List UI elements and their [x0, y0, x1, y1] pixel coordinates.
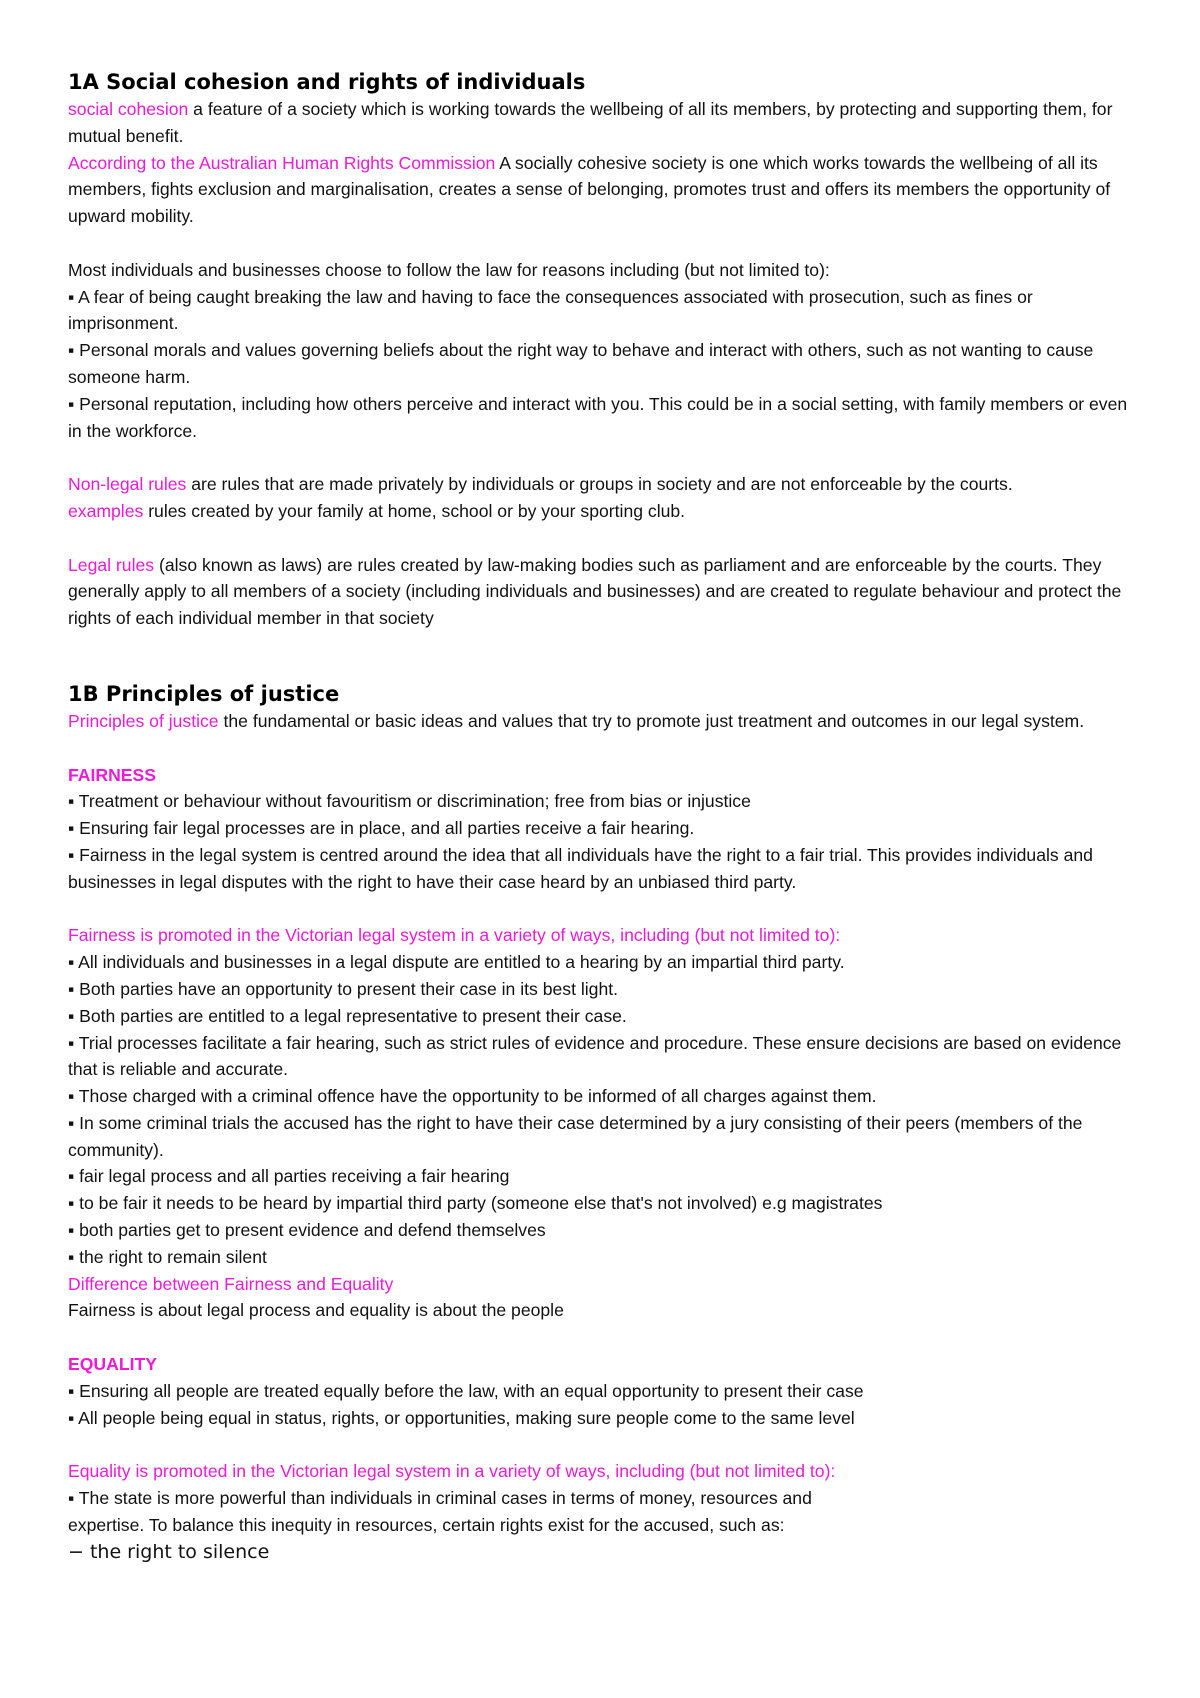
ahrc-definition [68, 150, 1140, 230]
principles-of-justice-definition [68, 708, 1140, 735]
term-social-cohesion: social cohesion [68, 99, 189, 119]
list-item: ▪ Fairness in the legal system is centred around the idea that all individuals have the right to a fair trial. This provides individuals and businesses in legal disputes with the right to have their case heard by an unbiased third party. [68, 844, 1093, 892]
list-item-continuation: expertise. To balance this inequity in resources, certain rights exist for the accused, such as: [68, 1514, 785, 1535]
definition-text: (also known as laws) are rules created by law-making bodies such as parliament and are enforceable by the courts. They generally apply to all members of a society (including individuals and businesses) and are created to regulate behaviour and protect the rights of each individual member in that society [68, 554, 1122, 629]
term-non-legal-rules: Non-legal rules [68, 474, 187, 495]
definition-text: the fundamental or basic ideas and values that try to promote just treatment and outcomes in our legal system. [218, 710, 1085, 731]
term-legal-rules: Legal rules [68, 554, 155, 575]
section-heading-1a: 1A Social cohesion and rights of individuals [68, 70, 586, 94]
list-item: ▪ The state is more powerful than individuals in criminal cases in terms of money, resources and [68, 1488, 812, 1509]
list-item: ▪ Ensuring fair legal processes are in place, and all parties receive a fair hearing. [68, 818, 695, 839]
list-item: ▪ both parties get to present evidence and defend themselves [68, 1220, 546, 1241]
social-cohesion-definition [68, 96, 1140, 150]
non-legal-rules-definition [68, 471, 1140, 498]
definition-text: rules created by your family at home, school or by your sporting club. [143, 500, 686, 521]
term-principles-of-justice: Principles of justice [68, 710, 219, 731]
difference-title: Difference between Fairness and Equality [68, 1273, 394, 1294]
fairness-title: FAIRNESS [68, 764, 156, 785]
list-item: ▪ Both parties are entitled to a legal representative to present their case. [68, 1005, 627, 1026]
list-item: ▪ In some criminal trials the accused has the right to have their case determined by a jury consisting of their peers (members of the community). [68, 1112, 1083, 1160]
list-item: ▪ the right to remain silent [68, 1246, 267, 1267]
legal-rules-definition [68, 552, 1140, 632]
list-item: ▪ Those charged with a criminal offence have the opportunity to be informed of all charges against them. [68, 1086, 877, 1107]
examples-line [68, 498, 1140, 525]
list-item: ▪ Personal reputation, including how others perceive and interact with you. This could be in a social setting, with family members or even in the workforce. [68, 393, 1128, 441]
section-heading-1b: 1B Principles of justice [68, 681, 340, 706]
fairness-promoted-heading: Fairness is promoted in the Victorian legal system in a variety of ways, including (but not limited to): [68, 925, 841, 946]
list-item: ▪ to be fair it needs to be heard by impartial third party (someone else that's not involved) e.g magistrates [68, 1193, 883, 1214]
list-item: ▪ Ensuring all people are treated equally before the law, with an equal opportunity to present their case [68, 1380, 864, 1401]
list-item: ▪ Treatment or behaviour without favouritism or discrimination; free from bias or injustice [68, 791, 751, 812]
list-item: ▪ Personal morals and values governing beliefs about the right way to behave and interact with others, such as not wanting to cause someone harm. [68, 340, 1094, 387]
list-item: ▪ Both parties have an opportunity to present their case in its best light. [68, 978, 619, 999]
dash-list-item: − the right to silence [68, 1540, 270, 1563]
list-item: ▪ A fear of being caught breaking the law and having to face the consequences associated with prosecution, such as fines or imprisonment. [68, 286, 1033, 334]
term-ahrc: According to the Australian Human Rights Commission [68, 152, 496, 173]
equality-title: EQUALITY [68, 1354, 157, 1375]
definition-text: are rules that are made privately by individuals or groups in society and are not enforceable by the courts. [186, 474, 1013, 495]
term-examples: examples [68, 500, 144, 521]
difference-text: Fairness is about legal process and equality is about the people [68, 1300, 564, 1321]
list-item: ▪ fair legal process and all parties receiving a fair hearing [68, 1166, 510, 1187]
definition-text: a feature of a society which is working towards the wellbeing of all its members, by protecting and supporting them, for mutual benefit. [68, 99, 1113, 146]
list-item: ▪ Trial processes facilitate a fair hearing, such as strict rules of evidence and procedure. These ensure decisions are based on evidence that is reliable and accurate. [68, 1032, 1122, 1080]
follow-law-intro: Most individuals and businesses choose to follow the law for reasons including (but not limited to): [68, 259, 830, 280]
definition-text: A socially cohesive society is one which works towards the wellbeing of all its members, fights exclusion and marginalisation, creates a sense of belonging, promotes trust and offers its members the opportunity of upward mobility. [68, 152, 1111, 227]
list-item: ▪ All individuals and businesses in a legal dispute are entitled to a hearing by an impartial third party. [68, 952, 845, 973]
list-item: ▪ All people being equal in status, rights, or opportunities, making sure people come to the same level [68, 1407, 855, 1428]
equality-promoted-heading: Equality is promoted in the Victorian legal system in a variety of ways, including (but not limited to): [68, 1461, 836, 1482]
